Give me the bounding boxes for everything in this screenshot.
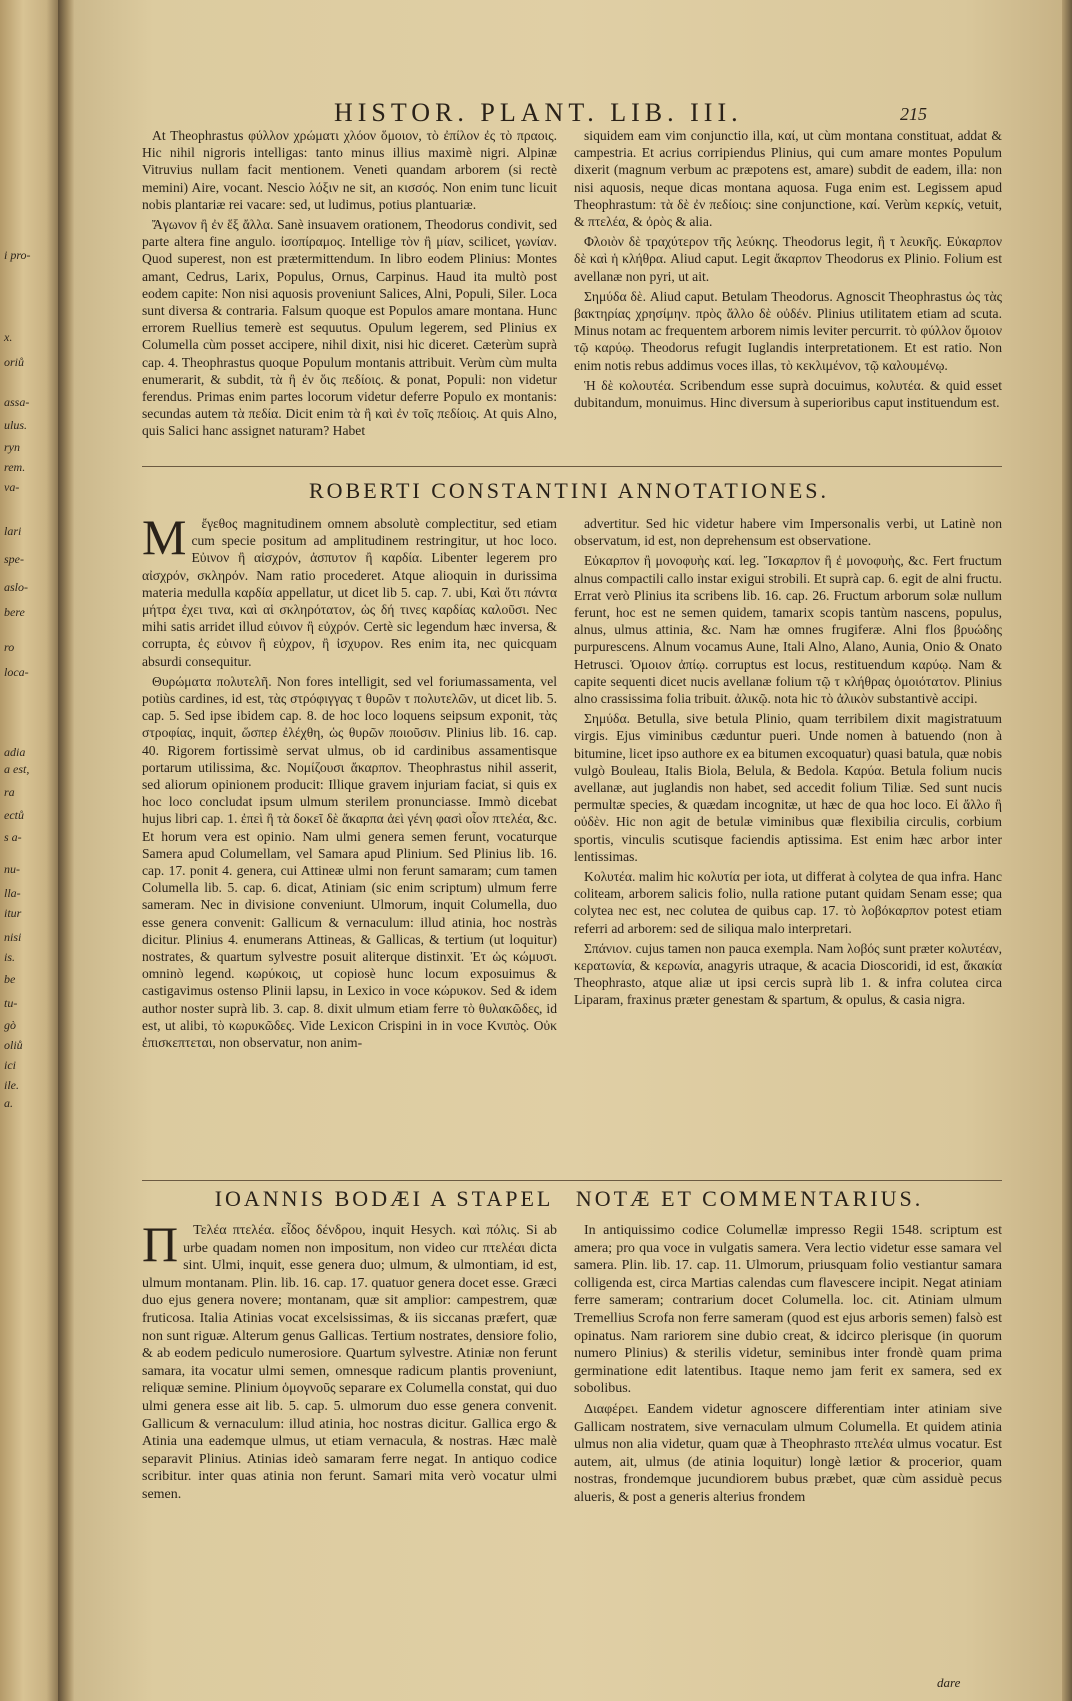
margin-fragment: va-	[4, 480, 20, 494]
margin-fragment: x.	[4, 330, 13, 344]
paragraph: siquidem eam vim conjunctio illa, καί, ut cùm montana constituat, addat & campestria. Et acrius corripiendus Plinius, qui cum amare montes Populum dixerit (magnum verbum ac præpotens est, amare) subdit de eadem, illa: non nisi aquosis, neque dicas montana aquosa. Fuga enim est. Legissem apud Theophrastum: τὰ δὲ ἐν πεδίοις: sine conjunctione, καί. Verùm κερκίς, vetuit, & πτελέα, & ὀρὸς & alia.	[574, 128, 1002, 230]
bodaei-title-left: IOANNIS BODÆI A STAPEL	[214, 1186, 554, 1211]
running-head-title: HISTOR. PLANT. LIB. III.	[334, 98, 743, 127]
paragraph: Ἡ δὲ κολουτέα. Scribendum esse suprà docuimus, κολυτέα. & quid esset dubitandum, monuimus. Hinc diversum à superioribus caput instituendum est.	[574, 377, 1002, 411]
margin-fragment: bere	[4, 605, 25, 619]
bodaei-right-column	[574, 1222, 1002, 1672]
paragraph: Κολυτέα. malim hic κολυτία per iota, ut differat à colytea de qua infra. Hanc coliteam, arborem salicis folio, nulla ratione putant quidam Senam esse; qua colytea nec est, nec colutea de quibus cap. 17. τὸ λοβόκαρπον potest etiam referri ad arborem: sed de siliqua malo interpretari.	[574, 869, 1002, 936]
margin-fragment: is.	[4, 950, 16, 964]
paragraph: At Theophrastus φύλλον χρώματι χλόον ὅμοιον, τὸ ἐπίλον ἐς τὸ πραοις. Hic nihil nigroris intelligas: tanto minus illius maximè nigri. Alpinæ Vitruvius nullam facit mentionem. Veneti quandam arborem (si rectè memini) Aire, vocant. Nescio λόξιν ne sit, an κισσός. Non enim tunc licuit nobis plantariæ rei vacare: sed, ut ludimus, potius plantuariæ.	[142, 128, 557, 212]
paragraph: ἔγεθος magnitudinem omnem absolutè complectitur, sed etiam cum specie positum ad amplitudinem restringitur, ut hoc loco. Εὐινον ἢ αἰσχρόν, ἀσπυτον ἢ καρδία. Libenter legerem pro αἰσχρόν, σκληρόν. Nam ratio procederet. Atque alioquin in durissima materia medulla καρδία appellatur, ut dicet lib 5. cap. 7. ubi, Καὶ ὅτι πάντα μήτρα ἐχει τινα, καὶ αἱ σκληρότατον, ὡς δή τινες καρδίας καλοῦσι. Nec mihi satis arridet illud εὐινον ἢ εὐχρόν. Certè sic legendum hæc inversa, & corrupta, ἐς εὐινον ἢ εὐχρον, ἢ ἰσχυρον. Res enim ita, nec quicquam absurdi consequitur.	[142, 516, 557, 669]
margin-fragment: adia	[4, 745, 26, 759]
bodaei-heading	[74, 1186, 1064, 1212]
margin-fragment: a est,	[4, 762, 30, 776]
paragraph: Ἄγωνον ἢ ἐν ἕξ ἄλλα. Sanè insuavem orationem, Theodorus condivit, sed parte altera fine angulo. ἰσοπίραμος. Intellige τὸν ἢ μίαν, scilicet, γωνίαν. Quod superest, non est prætermittendum. In libro eodem Plinius: Montes amant, Cedrus, Larix, Populus, Ornus, Carpinus. Haud ita multò post eodem capite: Non nisi aquosis proveniunt Salices, Alni, Populi, Siler. Loca sunt diversa & contraria. Falsum quoque est Populos amare montana. Hunc errorem Ruellius temerè est sequutus. Opulum legerem, sed Plinius ex Columella cùm posset accipere, nihil dixit, nisi hic diceret. Cæterùm suprà cap. 4. Theophrastus quoque Populum montanis attribuit. Verùm cùm multa enumerarit, & subdit, τὰ ἢ ἐν ὅις πεδίοις. & ponat, Populi: non videtur ferendus. Primas enim partes locorum videtur deferre Populo ex montanis: secundas autem τὰ πεδία. Dicit enim τὰ ἢ καὶ ἐν τοῖς πεδίοις. At quis Alno, quis Salici hanc assignet naturam? Habet	[142, 217, 557, 439]
paragraph: Διαφέρει. Eandem videtur agnoscere differentiam inter atiniam sive Gallicam nostratem, sive vernaculam ulmum Columella. Et quidem atinia ulmus non alia videtur, quam quæ à Theophrasto πτελέα ulmus vocatur. Est autem, ait, ulmus (de atinia loquitur) longè lætior & procerior, quam nostras, frondemque jucundiorem bubus præbet, quæ cùm assiduè pecus alueris, & post a generis alterius frondem	[574, 1401, 1002, 1505]
paragraph: Τελέα πτελέα. εἶδος δένδρου, inquit Hesych. καὶ πόλις. Si ab urbe quadam nomen non impositum, non video cur πτελέαι dicta sint. Ulmi, inquit, esse genera duo; ulmum, & ulmontiam, id est, ulmum montanam. Plin. lib. 16. cap. 17. quatuor genera docet esse. Græci duo ejus genera novere; montanam, quæ sit amplior: campestrem, quæ fruticosa. Italia Atinias vocat excelsissimas, & iis siccanas præfert, quæ non sunt riguæ. Alterum genus Gallicas. Tertium nostrates, densiore folio, & ab eodem pediculo numerosiore. Quartum sylvestre. Atiniæ non ferunt samara, ita vocatur ulmi semen, omnesque radicum plantis proveniunt, reliquæ semine. Plinium ὁμογνοῦς separare ex Columella constat, qui duo ulmi genera esse ait lib. 5. cap. 5. ulmorum duo esse genera convenit. Gallicum & vernaculum: illud atinia, hoc nostras dicitur. Gallica ergo & Atinia una eademque ulmus, ut etiam vernacula, & nostras. Hæc malè separavit Plinius. Atinias ideò samaram ferre negat. In antiquo codice scribitur. inter quas atinia non ferunt. Samari mita verò vocatur ulmi semen.	[142, 1223, 557, 1502]
page-number: 215	[900, 104, 927, 124]
margin-fragment: s a-	[4, 830, 22, 844]
margin-fragment: a.	[4, 1096, 13, 1110]
paragraph: Θυρώματα πολυτελῆ. Non fores intelligit, sed vel foriumassamenta, vel potiùs cardines, id est, τὰς στρόφιγγας τ θυρῶν τ πολυτελῶν, ut dicet lib. 5. cap. 5. Sed ipse ibidem cap. 8. de hoc loco loquens seipsum exponit, τὰς στροφίας, inquit, ὥσπερ ἐλέχθη, ὡς θυρῶν ποιοῦσιν. Plinius lib. 16. cap. 40. Rigorem fortissimè servat ulmus, ob id cardinibus assamentisque portarum utilissima, &c. Νομίζουσι ἄκαρπον. Theophrastus nihil asserit, sed aliorum opinionem producit: Illique gravem injuriam faciat, si quis ex hoc loco concludat ipsum ulmum sterilem pronunciasse. Immò dicebat hujus libri cap. 1. ἐπεὶ ἢ τὰ δοκεῖ δὲ ἄκαρπα ἀεὶ γένη φασὶ οἷον πτελέα, &c. Et horum vera est opinio. Nam ulmi genera semen ferunt, vocaturque Samera apud Columellam, vel Samara apud Plinium. Sed Plinius lib. 16. cap. 17. ponit 4. genera, cui Attineæ ulmi non ferunt samaram; cum tamen Columella lib. 5. cap. 6. dicat, Atiniam (sic enim scriptum) ulmum ferre sameram. Nec in divisione conveniunt. Ulmorum, inquit Columella, duo esse genera convenit: Gallicum & vernaculum: illud atinia, hoc nostràs dicitur. Plinius 4. enumerans Attineas, & Gallicas, & tertium (ut loquitur) nostrates, & quartum sylvestre posuit aliterque distinxit. Ἐτ ὡς κώμυσι. omninò legend. κωρύκοις, ut copiosè hunc locum exposuimus & castigavimus ostenso Plinii lapsu, in Lexico in voce κώρυκον. Sed & idem author noster suprà lib. 3. cap. 8. dixit ulmum etiam ferre τὸ θυλακῶδες, id est, ut alibi, τὸ κωρυκῶδες. Vide Lexicon Crispini in in voce Κνιπὸς. Οὐκ ἐπισκεπτεται, non observatur, non anim-	[142, 673, 557, 1051]
constantini-heading	[74, 478, 1064, 504]
paragraph: advertitur. Sed hic videtur habere vim Impersonalis verbi, ut Latinè non observatum, id est, non deprehensum est observatione.	[574, 516, 1002, 549]
margin-fragment: ulus.	[4, 418, 28, 432]
margin-fragment: i pro-	[4, 248, 31, 262]
margin-fragment: assa-	[4, 395, 30, 409]
margin-fragment: ryn	[4, 440, 20, 454]
facing-page-edge	[0, 0, 58, 1701]
book-gutter	[58, 0, 74, 1701]
margin-fragment: tu-	[4, 996, 18, 1010]
margin-fragment: nisi	[4, 930, 22, 944]
constantini-title: ROBERTI CONSTANTINI ANNOTATIONES.	[308, 478, 830, 503]
book-page	[74, 0, 1064, 1701]
divider-rule	[142, 1180, 1002, 1181]
paragraph: Σημύδα. Betulla, sive betula Plinio, quam terribilem dixit magistratuum virgis. Ejus viminibus cæduntur pueri. Unde nomen à batuendo (non à bitumine, licet ipso authore ex ea bitumen excoquatur) quasi batula, quæ nobis vulgò Bouleau, Italis Biola, Belula, & Bedola. Καρύα. Betula folium nucis avellanæ, aut juglandis non habet, sed accedit folium Tiliæ. Sed sunt nucis permultæ species, & quædam incognitæ, ut hæc de qua hoc loco. Εἰ ἄλλο ἢ οὐδὲν. Hic non agit de betulæ viminibus quæ flexibilia circulis, corbium sportis, vinculis scutisque faciendis aptissima. Est enim hæc arbor inter lentissimas.	[574, 711, 1002, 864]
margin-fragment: ici	[4, 1058, 16, 1072]
drop-cap: M	[142, 515, 187, 565]
margin-fragment: aslo-	[4, 580, 28, 594]
margin-fragment: gò	[4, 1018, 16, 1032]
margin-fragment: spe-	[4, 552, 24, 566]
margin-fragment: ectů	[4, 808, 24, 822]
bodaei-left-column	[142, 1222, 557, 1672]
constantini-right-column	[574, 515, 1002, 1175]
margin-fragment: be	[4, 972, 16, 986]
margin-fragment: ra	[4, 785, 15, 799]
paragraph: Φλοιὸν δὲ τραχύτερον τῆς λεύκης. Theodorus legit, ἢ τ λευκῆς. Εὐκαρπον δὲ καὶ ἡ κλήθρα. Aliud caput. Legit ἄκαρπον Theodorus ex Plinio. Folium est avellanæ non pyri, ut ait.	[574, 234, 1002, 284]
margin-fragment: lari	[4, 524, 22, 538]
paragraph: Σπάνιον. cujus tamen non pauca exempla. Nam λοβός sunt præter κολυτέαν, κερατωνία, & κερωνία, anagyris utraque, & acacia Dioscoridi, id est, ἄκακία Theophrasto, atque aliæ ut ipsi cercis suprà lib 1. & infra colutea circa Liparam, fraxinus præter genestam & spartum, & opulus, & casia nigra.	[574, 940, 1002, 1008]
margin-fragment: oliů	[4, 1038, 23, 1052]
bodaei-title-right: NOTÆ ET COMMENTARIUS.	[575, 1186, 924, 1211]
margin-fragment: ro	[4, 640, 15, 654]
divider-rule	[142, 466, 1002, 467]
top-right-column	[574, 127, 1002, 461]
paragraph: In antiquissimo codice Columellæ impresso Regii 1548. scriptum est amera; pro qua voce in vulgatis samera. Vera lectio videtur esse samara vel samera. Plin. lib. 17. cap. 11. Ulmorum, priusquam folio vestiantur samara colligenda est, circa Martias calendas cum flavescere incipit. Negat atiniam ferre sameram; contrarium docet Columella. loc. cit. Atiniam ulmum Tremellius Scrofa non ferre sameram (quod est ejus arboris semen) falsò est opinatus. Nam rariorem sine dubio creat, & idcirco plerisque (in quorum numero Plinius) & sterilis videtur, seminibus inter frondè quam prima germinatione edit latentibus. Itaque nemo jam ferit ex samera, sed ex sobolibus.	[574, 1223, 1002, 1397]
margin-fragment: ile.	[4, 1078, 19, 1092]
page-edge	[1062, 0, 1072, 1701]
catchword: dare	[937, 1675, 961, 1690]
top-left-column	[142, 127, 557, 461]
margin-fragment: nu-	[4, 862, 20, 876]
constantini-left-column	[142, 515, 557, 1175]
margin-fragment: oriů	[4, 355, 25, 369]
drop-cap: Π	[142, 1222, 179, 1272]
paragraph: Εὐκαρπον ἢ μονοφυὴς καί. leg. Ἴσκαρπον ἢ ἐ μονοφυὴς, &c. Fert fructum alnus compactili callo instar exigui strobili. Et suprà cap. 6. egit de alni fructu. Errat verò Plinius ita scribens lib. 16. cap. 26. Fructum arborum solæ nullum ferunt, hoc est ne semen quidem, tamarix scopis tantùm nascens, populus, alnus, ulmus attinia, &c. Nam hæ omnes frugiferæ. Alni flos βρυώδης purpurescens. Alnum vocamus Aune, Itali Alno, Alano, Aunia, Onio & Onato Hetrusci. Ὁμοιον ἀπίῳ. corruptus est locus, restituendum καρύῳ. Nam & capite sequenti dicet nucis avellanæ folium τῷ τ κλήθρας ὁμοιότατον. Plinius alno crassissima folia tribuit. ἀλικῷ. nota hic τὸ ἀλικὸν substantivè accipi.	[574, 553, 1002, 707]
paragraph: Σημύδα δὲ. Aliud caput. Betulam Theodorus. Agnoscit Theophrastus ὡς τὰς βακτηρίας χρησίμην. πρὸς ἄλλο δὲ οὐδέν. Plinius utilitatem etiam ad scuta. Minus notam ac frequentem arborem nimis leviter percurrit. τὸ φύλλον ὅμοιον τῷ καρύῳ. Theodorus refugit Iuglandis interpretationem. Et est ratio. Non enim notis rebus addimus voces illas, τὸ κεκλιμένον, τῷ καλουμένῳ.	[574, 288, 1002, 373]
margin-fragment: itur	[4, 906, 22, 920]
margin-fragment: loca-	[4, 665, 29, 679]
margin-fragment: rem.	[4, 460, 26, 474]
margin-fragment: lla-	[4, 886, 21, 900]
